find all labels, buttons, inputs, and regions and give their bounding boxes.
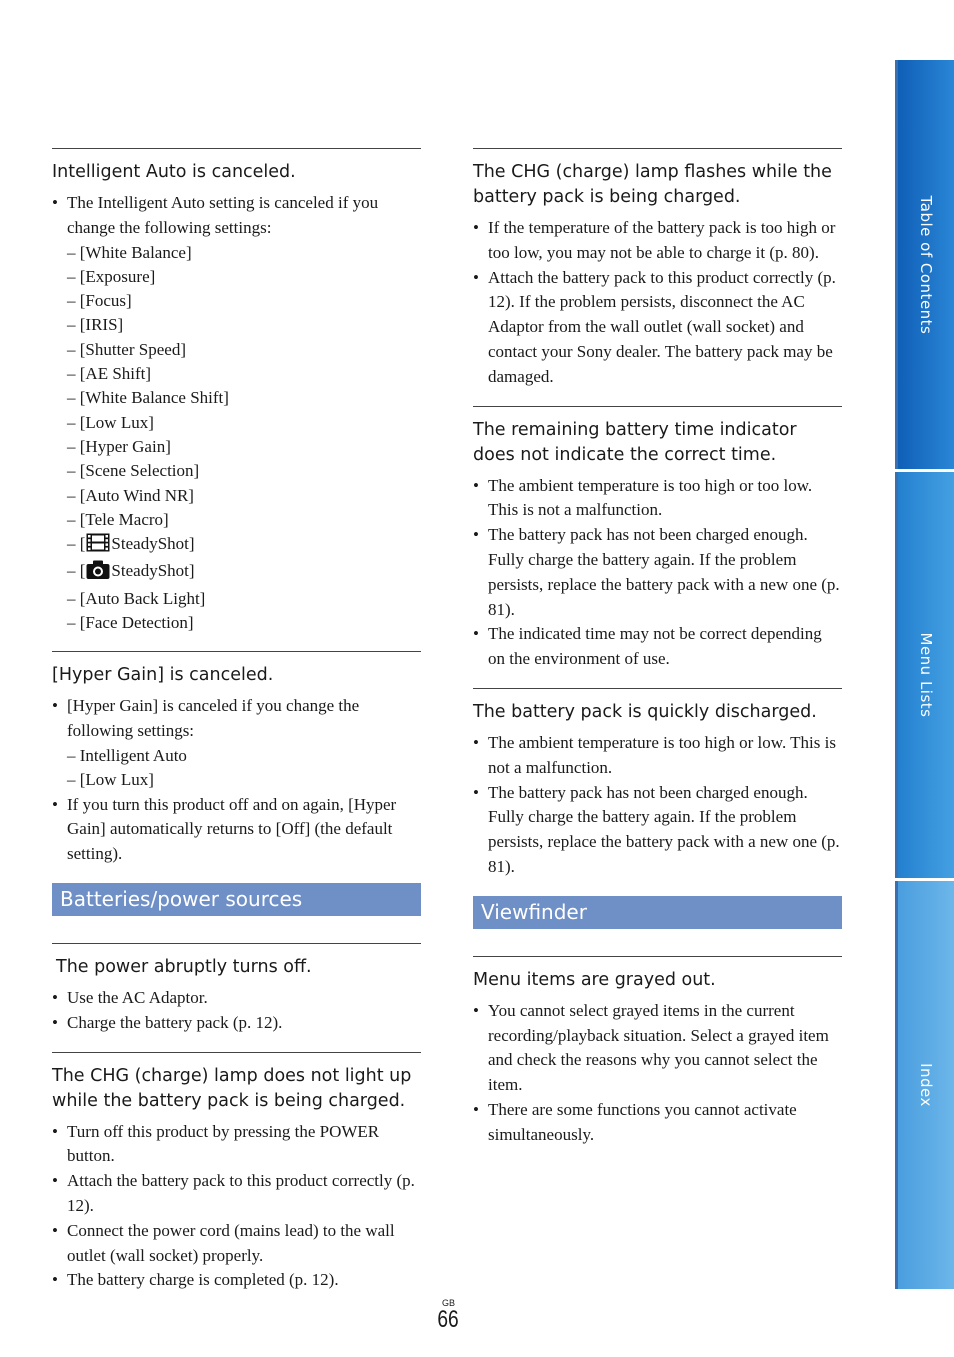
sub-item: – [Low Lux] xyxy=(67,412,154,432)
section-quick-discharge xyxy=(473,688,842,880)
sub-item-label: SteadyShot] xyxy=(111,534,195,554)
film-icon xyxy=(86,533,110,559)
bullet-item: • Turn off this product by pressing the POWER button. xyxy=(52,1120,421,1170)
section-power-off xyxy=(52,943,421,1036)
sub-item: – [White Balance Shift] xyxy=(67,388,229,408)
sub-list xyxy=(67,241,421,636)
sub-item: – Intelligent Auto xyxy=(67,745,187,765)
bullet-item: • If you turn this product off and on again, [Hyper Gain] automatically returns to [Off] (the default setting). xyxy=(52,793,421,867)
bullet-item: • The ambient temperature is too high or too low. This is not a malfunction. xyxy=(473,474,842,524)
bullet-item: • The indicated time may not be correct depending on the environment of use. xyxy=(473,622,842,672)
sub-item: – [Shutter Speed] xyxy=(67,339,186,359)
section-heading: [Hyper Gain] is canceled. xyxy=(52,665,274,686)
bullet-list xyxy=(473,731,842,880)
bullet-item: • Attach the battery pack to this product correctly (p. 12). If the problem persists, disconnect the AC Adaptor from the wall outlet (wall socket) and contact your Sony dealer. The battery pack may be damaged. xyxy=(473,266,842,390)
bullet-item: • The battery charge is completed (p. 12). xyxy=(52,1268,421,1293)
section-remaining-time xyxy=(473,406,842,672)
tab-label: Table of Contents xyxy=(917,195,935,334)
page-region-label: GB xyxy=(442,1298,456,1308)
sub-item-prefix: – [ xyxy=(67,561,86,581)
sub-list xyxy=(67,744,421,793)
tab-index[interactable] xyxy=(895,881,954,1289)
bullet-item: • There are some functions you cannot activate simultaneously. xyxy=(473,1098,842,1148)
section-chg-not-light xyxy=(52,1052,421,1294)
bullet-item: • Connect the power cord (mains lead) to the wall outlet (wall socket) properly. xyxy=(52,1219,421,1269)
sub-item-photo-steadyshot xyxy=(67,559,421,586)
sub-item: – [Auto Back Light] xyxy=(67,588,206,608)
sub-item: – [Scene Selection] xyxy=(67,461,200,481)
section-hyper-gain xyxy=(52,651,421,867)
bullet-item: • The ambient temperature is too high or low. This is not a malfunction. xyxy=(473,731,842,781)
bullet-item: • Use the AC Adaptor. xyxy=(52,986,421,1011)
sub-item: – [Exposure] xyxy=(67,266,156,286)
sub-item-prefix: – [ xyxy=(67,534,86,554)
bullet-item: • Charge the battery pack (p. 12). xyxy=(52,1011,421,1036)
section-heading: Menu items are grayed out. xyxy=(473,969,716,990)
sub-item: – [Low Lux] xyxy=(67,770,154,790)
sub-item-movie-steadyshot xyxy=(67,532,421,559)
bullet-text: The Intelligent Auto setting is canceled if you change the following settings: xyxy=(67,193,379,237)
bullet-list xyxy=(473,474,842,672)
bullet-item: • Attach the battery pack to this product correctly (p. 12). xyxy=(52,1169,421,1219)
bullet-text: [Hyper Gain] is canceled if you change the following settings: xyxy=(67,696,360,741)
tab-table-of-contents[interactable] xyxy=(895,60,954,469)
section-heading: The CHG (charge) lamp flashes while the battery pack is being charged. xyxy=(473,162,832,207)
bullet-item xyxy=(52,191,421,635)
section-chg-flashes xyxy=(473,148,842,390)
tab-menu-lists[interactable] xyxy=(895,472,954,878)
category-banner: Viewfinder xyxy=(473,896,842,929)
bullet-item: • If the temperature of the battery pack is too high or too low, you may not be able to charge it (p. 80). xyxy=(473,216,842,266)
sub-item: – [IRIS] xyxy=(67,315,124,335)
bullet-item: • The battery pack has not been charged enough. Fully charge the battery again. If the problem persists, replace the battery pack with a new one (p. 81). xyxy=(473,523,842,622)
section-heading: The battery pack is quickly discharged. xyxy=(473,701,817,722)
sub-item-label: SteadyShot] xyxy=(111,561,195,581)
category-banner: Batteries/power sources xyxy=(52,883,421,916)
bullet-list xyxy=(52,1120,421,1294)
sub-item: – [Face Detection] xyxy=(67,613,194,633)
section-heading: The CHG (charge) lamp does not light up while the battery pack is being charged. xyxy=(52,1065,412,1111)
camera-icon xyxy=(86,560,110,586)
tab-label: Index xyxy=(917,1063,935,1107)
bullet-list xyxy=(52,694,421,867)
page-number: 66 xyxy=(437,1306,459,1333)
section-heading: The power abruptly turns off. xyxy=(56,956,312,977)
sub-item: – [AE Shift] xyxy=(67,364,152,384)
sub-item: – [Auto Wind NR] xyxy=(67,485,194,505)
bullet-list xyxy=(473,216,842,390)
left-column xyxy=(52,148,421,1309)
bullet-list xyxy=(473,999,842,1148)
section-heading: The remaining battery time indicator does not indicate the correct time. xyxy=(473,419,797,465)
bullet-list xyxy=(52,986,421,1036)
section-heading: Intelligent Auto is canceled. xyxy=(52,162,296,182)
bullet-list xyxy=(52,191,421,635)
bullet-item: • The battery pack has not been charged enough. Fully charge the battery again. If the problem persists, replace the battery pack with a new one (p. 81). xyxy=(473,781,842,880)
section-grayed-out xyxy=(473,956,842,1148)
bullet-item xyxy=(52,694,421,792)
sub-item: – [Tele Macro] xyxy=(67,509,169,529)
section-intelligent-auto xyxy=(52,148,421,635)
bullet-item: • You cannot select grayed items in the current recording/playback situation. Select a grayed item and check the reasons why you cannot select the item. xyxy=(473,999,842,1098)
sub-item: – [Focus] xyxy=(67,291,132,311)
sub-item: – [White Balance] xyxy=(67,242,192,262)
tab-label: Menu Lists xyxy=(917,632,935,718)
sub-item: – [Hyper Gain] xyxy=(67,436,171,456)
right-column xyxy=(473,148,842,1164)
